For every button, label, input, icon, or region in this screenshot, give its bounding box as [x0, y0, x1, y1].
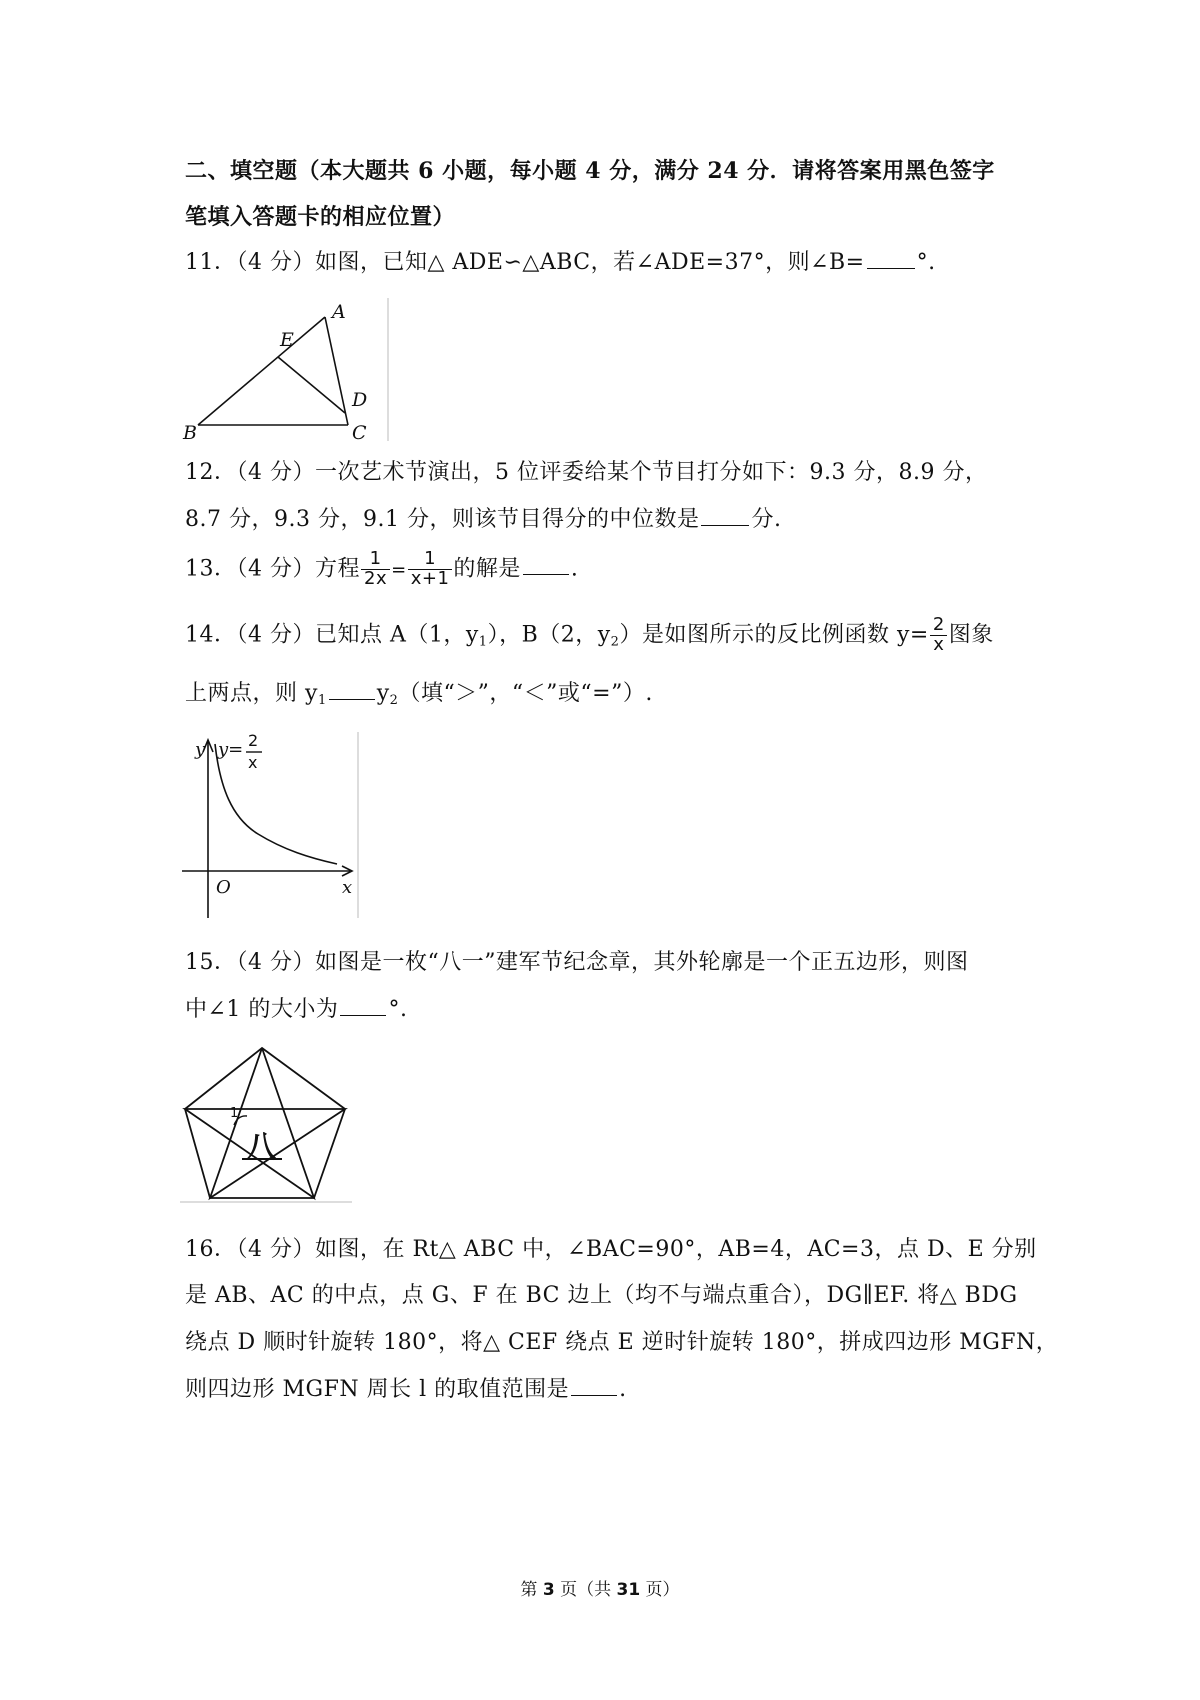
q13-answer-blank[interactable]	[523, 556, 569, 575]
q12-text: 8.7 分，9.3 分，9.1 分，则该节目得分的中位数是	[185, 507, 700, 532]
footer-mid: 页（共	[554, 1580, 617, 1600]
question-15-line1: 15．（4 分）如图是一枚“八一”建军节纪念章，其外轮廓是一个正五边形，则图	[185, 950, 969, 975]
q11-text: 11．（4 分）如图，已知△ ADE∽△ABC，若∠ADE=37°，则∠B=	[185, 250, 865, 275]
q14-text-3: ）是如图所示的反比例函数 y=	[619, 622, 929, 648]
q11-answer-blank[interactable]	[867, 250, 915, 269]
q15-center-character: 八	[246, 1130, 276, 1165]
question-12-line1: 12．（4 分）一次艺术节演出，5 位评委给某个节目打分如下：9.3 分，8.9 分，	[185, 460, 988, 485]
section-header-line1: 二、填空题（本大题共 6 小题，每小题 4 分，满分 24 分．请将答案用黑色签字	[185, 158, 995, 184]
q14-text-4: 图象	[948, 622, 994, 648]
section-header-line2: 笔填入答题卡的相应位置）	[185, 204, 456, 230]
page-footer	[0, 1575, 1200, 1600]
q14-label-O: O	[216, 877, 231, 898]
footer-page-number: 3	[542, 1580, 555, 1600]
q11-label-E: E	[280, 329, 294, 351]
q15-angle-label: 1	[230, 1106, 239, 1121]
q14-text-1: 14．（4 分）已知点 A（1，y	[185, 622, 479, 648]
question-16-line2: 是 AB、AC 的中点，点 G、F 在 BC 边上（均不与端点重合），DG∥EF. 将△ BDG	[185, 1283, 1018, 1308]
q14-sub-4: 2	[389, 693, 399, 708]
q14-sub-2: 2	[610, 634, 620, 650]
question-11	[185, 250, 936, 276]
q11-label-A: A	[332, 301, 346, 323]
q13-text-2: 的解是	[453, 556, 521, 582]
q15-answer-blank[interactable]	[340, 997, 386, 1016]
q14-frac-num: 2	[932, 614, 945, 635]
q13-fraction-2	[408, 550, 453, 589]
q16-text: 则四边形 MGFN 周长 l 的取值范围是	[185, 1377, 570, 1402]
q13-equals: =	[391, 559, 407, 581]
q13-text: 13．（4 分）方程	[185, 556, 360, 582]
q14-label-y: y	[195, 739, 206, 760]
q12-answer-blank[interactable]	[701, 507, 749, 526]
q14-text-2: ），B（2，y	[487, 622, 611, 648]
q14-label-den: x	[248, 753, 258, 772]
q11-label-B: B	[183, 422, 197, 441]
q14-text-7: （填“＞”，“＜”或“=”）.	[398, 681, 653, 706]
question-14-line2	[185, 681, 653, 709]
q15-text: 中∠1 的大小为	[185, 997, 339, 1022]
question-15-line2	[185, 997, 407, 1023]
q11-figure	[180, 296, 390, 441]
q14-sub-3: 1	[317, 693, 327, 708]
footer-prefix: 第	[520, 1580, 543, 1600]
q14-label-func: y=	[218, 739, 244, 760]
q11-label-D: D	[352, 389, 368, 411]
q16-text-end: .	[619, 1377, 627, 1402]
question-13	[185, 550, 578, 589]
q14-frac-den: x	[930, 635, 947, 655]
q11-label-C: C	[352, 422, 367, 441]
q14-sub-1: 1	[478, 634, 488, 650]
question-12-line2	[185, 507, 781, 533]
q13-frac1-num: 1	[369, 548, 382, 569]
q13-frac1-den: 2x	[361, 569, 390, 589]
q13-frac2-num: 1	[424, 548, 437, 569]
q14-label-x: x	[342, 877, 353, 898]
footer-suffix: 页）	[640, 1580, 680, 1600]
q15-text-end: °.	[388, 997, 408, 1022]
q14-answer-blank[interactable]	[329, 681, 375, 700]
q14-text-5: 上两点，则 y	[185, 681, 318, 706]
q13-fraction-1	[361, 550, 390, 589]
footer-total-pages: 31	[616, 1580, 641, 1600]
question-14-line1	[185, 616, 994, 655]
q12-text-end: 分.	[751, 507, 782, 532]
q13-text-end: .	[570, 556, 579, 582]
q11-text-end: °.	[916, 250, 936, 275]
question-16-line3: 绕点 D 顺时针旋转 180°，将△ CEF 绕点 E 逆时针旋转 180°，拼成四边形 MGFN，	[185, 1330, 1059, 1355]
q16-answer-blank[interactable]	[571, 1377, 617, 1396]
q15-figure	[180, 1045, 355, 1205]
q14-figure	[180, 730, 360, 920]
q14-text-6: y	[376, 681, 390, 706]
question-16-line1: 16．（4 分）如图，在 Rt△ ABC 中，∠BAC=90°，AB=4，AC=3，点 D、E 分别	[185, 1237, 1037, 1262]
q14-fraction	[930, 616, 948, 655]
question-16-line4	[185, 1377, 627, 1403]
q14-label-num: 2	[248, 731, 259, 750]
q13-frac2-den: x+1	[408, 569, 453, 589]
